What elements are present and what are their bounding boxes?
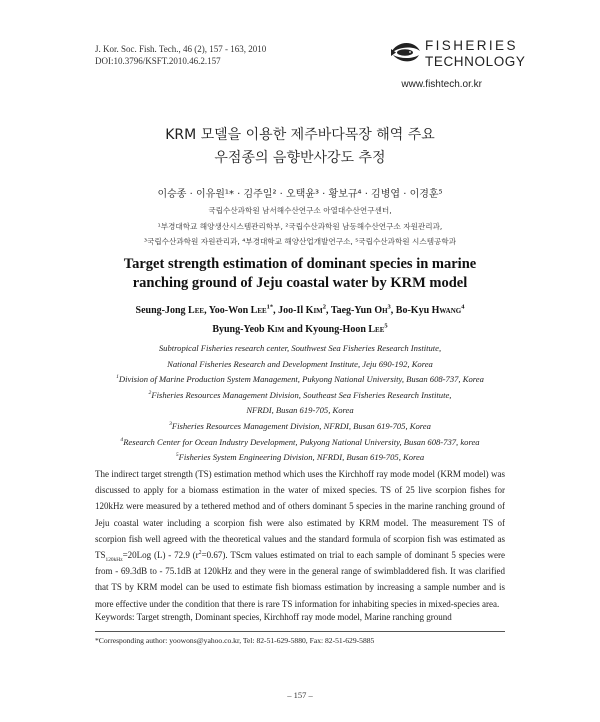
affiliation-text: National Fisheries Research and Development Institute, Jeju 690-192, Korea [167,358,433,369]
author-l1-affil-mark-1: 1* [266,303,274,311]
korean-affil-line3: ³국립수산과학원 자원관리과, ⁴부경대학교 해양산업개발연구소, ⁵국립수산과학원 시스템공학과 [143,237,457,246]
doi-line: DOI:10.3796/KSFT.2010.46.2.157 [95,55,221,66]
abstract-text-2: =20Log (L) - 72.9 (r [122,550,199,561]
abstract-sup: 2 [198,550,202,557]
author-l1-name-4: , Bo-Kyu [390,305,432,316]
english-title [60,255,540,293]
author-l2-name-1: and Kyoung-Hoon [284,324,369,335]
author-l1-affil-mark-2: 2 [322,303,327,311]
author-l2-name-0: Byung-Yeob [212,324,268,335]
author-l1-name-3: , Taeg-Yun [326,305,375,316]
author-l1-surname-0: Lee [188,305,205,316]
affiliation-mark: 4 [120,436,124,443]
page-number: – 157 – [287,690,313,700]
author-l1-surname-4: Hwang [431,305,462,316]
english-title-line1: Target strength estimation of dominant species in marine [123,256,477,272]
affiliation-text: Fisheries Resources Management Division, Southeast Sea Fisheries Research Institute, [151,389,452,400]
english-authors [60,301,540,339]
affiliation-mark: 2 [148,389,152,396]
affiliation-line [70,341,530,357]
affiliation-text: Division of Marine Production System Management, Pukyong National University, Busan 608-737, Korea [118,374,484,385]
english-title-line2: ranching ground of Jeju coastal water by KRM model [132,275,468,291]
affiliation-mark: 5 [175,452,179,459]
korean-affiliations [0,203,600,250]
author-l2-surname-0: Kim [267,324,285,335]
logo-text-technology: TECHNOLOGY [425,54,526,69]
english-affiliations [70,341,530,466]
author-l1-name-1: , Yoo-Won [204,305,251,316]
korean-authors: 이승종 · 이유원¹* · 김주일² · 오택윤³ · 황보규⁴ · 김병엽 · 이경훈⁵ [157,189,443,200]
affiliation-text: Subtropical Fisheries research center, Southwest Sea Fisheries Research Institute, [158,343,442,353]
journal-website[interactable]: www.fishtech.or.kr [401,79,482,90]
logo-text-fisheries: FISHERIES [425,38,518,53]
author-l1-surname-2: Kim [305,305,323,316]
affiliation-mark: 3 [169,421,172,428]
affiliation-text: Research Center for Ocean Industry Development, Pukyong National University, Busan 608-737, korea [123,436,480,447]
affiliation-mark: 1 [116,374,119,381]
affiliation-line [70,403,530,419]
affiliation-line [70,357,530,373]
author-l1-name-0: Seung-Jong [135,305,189,316]
keywords: Keywords: Target strength, Dominant species, Kirchhoff ray mode model, Marine ranching ground [95,612,452,622]
author-l1-surname-3: Oh [374,305,388,316]
footnote-divider [95,631,505,632]
author-l2-surname-1: Lee [368,324,385,335]
affiliation-line [70,372,530,388]
abstract-text-1: The indirect target strength (TS) estimation method which uses the Kirchhoff ray mode model (KRM model) was discussed to apply for a biomass estimation in the water of mixed species. TS of 25 live scorpion fishes for 120kHz were measured by a tethered method and of others dominant 5 species in the marine ranching ground of Jeju coastal water including a scorpion fish were also estimated by KRM model. The measurement TS of scorpion fish well agreed with the theoretical values and the standard formula of scorpion fish was estimated as TS [95,469,505,561]
affiliation-line [70,450,530,466]
affiliation-line [70,419,530,435]
journal-citation [95,44,266,67]
abstract-sub: 120kHz [105,556,123,563]
korean-title [0,124,600,170]
author-l1-surname-1: Lee [250,305,267,316]
korean-affil-line1: 국립수산과학원 남서해수산연구소 아열대수산연구센터, [208,206,392,215]
corresponding-author-footnote: *Corresponding author: yoowons@yahoo.co.kr, Tel: 82-51-629-5880, Fax: 82-51-629-5885 [95,636,375,645]
authors-line1 [60,301,540,320]
affiliation-text: Fisheries System Engineering Division, NFRDI, Busan 619-705, Korea [178,452,425,463]
author-l1-name-2: , Joo-Il [273,305,306,316]
abstract-text-3: =0.67). TScm values estimated on trial to each sample of dominant 5 species were from - 69.3dB to - 75.1dB at 120kHz and they were in the general range of swimbladdered fish. It was clarified that TS by KRM model can be used to estimate fish biomass estimation by increasing a sample number and is more effective under the condition that there is rare TS information for inhabiting species in mixed-species area. [95,550,506,609]
abstract [95,466,505,612]
korean-title-line2: 우점종의 음향반사강도 추정 [214,150,386,166]
affiliation-line [70,388,530,404]
journal-line: J. Kor. Soc. Fish. Tech., 46 (2), 157 - 163, 2010 [95,44,267,54]
korean-title-line1: KRM 모델을 이용한 제주바다목장 해역 주요 [165,127,435,143]
author-l1-affil-mark-4: 4 [461,303,465,311]
author-l2-affil-mark-1: 5 [384,322,388,330]
author-l1-affil-mark-3: 3 [387,303,391,311]
affiliation-line [70,435,530,451]
affiliation-text: NFRDI, Busan 619-705, Korea [246,405,354,416]
journal-logo [388,37,526,77]
fish-logo-icon [388,37,422,69]
authors-line2 [60,320,540,339]
affiliation-text: Fisheries Resources Management Division, NFRDI, Busan 619-705, Korea [171,420,431,431]
korean-affil-line2: ¹부경대학교 해양생산시스템관리학부, ²국립수산과학원 남동해수산연구소 자원관리과, [157,221,443,231]
